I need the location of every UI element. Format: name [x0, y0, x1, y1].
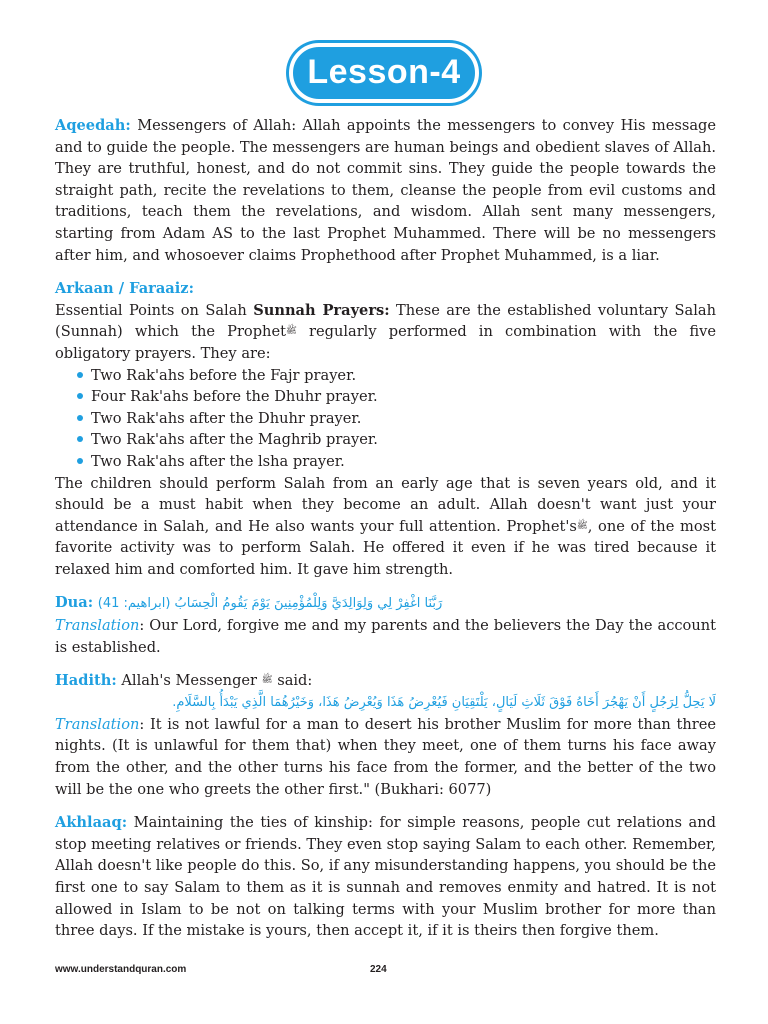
sunnah-label: Sunnah Prayers: — [253, 301, 390, 319]
page-number: 224 — [370, 964, 387, 975]
bullet-icon — [77, 436, 83, 442]
hadith-intro-line — [55, 670, 716, 692]
list-item: Two Rak'ahs after the Maghrib prayer. — [77, 429, 716, 451]
sunnah-text-2: regularly performed in combination with the five obligatory prayers. They are: — [55, 323, 717, 362]
bullet-icon — [77, 372, 83, 378]
sunnah-text-1: These are the established voluntary Salah (Sunnah) which the Prophet — [55, 301, 717, 341]
akhlaaq-text: Maintaining the ties of kinship: for simple reasons, people cut relations and stop meeting relatives or friends. They even stop saying Salam to each other. Remember, Allah doesn't like people do this. So, if any misunderstanding happens, you should be the first one to say Salam to them as it is sunnah and removes enmity and hatred. It is not allowed in Islam to be not on talking terms with your Muslim brother for more than three days. If the mistake is yours, then accept it, if it is theirs then forgive them. — [55, 814, 716, 940]
dua-translation-label: Translation — [55, 617, 140, 635]
lesson-badge-wrap — [0, 43, 768, 103]
salah-closing-2: , one of the most favorite activity was to perform Salah. He offered it even if he was tired because it relaxed him and comforted him. It gave him strength. — [55, 517, 716, 578]
akhlaaq-section — [55, 812, 716, 942]
list-item: Two Rak'ahs after the lsha prayer. — [77, 451, 716, 473]
dua-heading: Dua: — [55, 594, 94, 612]
page-footer — [55, 964, 716, 980]
akhlaaq-heading: Akhlaaq: — [55, 814, 128, 832]
arkaan-section — [55, 278, 716, 580]
aqeedah-text: Messengers of Allah: Allah appoints the messengers to convey His message and to guide the people. The messengers are human beings and obedient slaves of Allah. They are truthful, honest, and do not commit sins. They guide the people towards the straight path, recite the revelations to them, cleanse the people from evil customs and traditions, teach them the revelations, and wisdom. Allah sent many messengers, starting from Adam AS to the last Prophet Muhammed. There will be no messengers after him, and whosoever claims Prophethood after Prophet Muhammed, is a liar. — [55, 117, 716, 264]
list-item: Two Rak'ahs after the Dhuhr prayer. — [77, 408, 716, 430]
footer-url[interactable]: www.understandquran.com — [55, 964, 187, 975]
list-item: Two Rak'ahs before the Fajr prayer. — [77, 365, 716, 387]
list-item: Four Rak'ahs before the Dhuhr prayer. — [77, 386, 716, 408]
bullet-icon — [77, 458, 83, 464]
pbuh-icon: ﷺ — [285, 326, 297, 337]
bullet-icon — [77, 415, 83, 421]
arkaan-heading: Arkaan / Faraaiz: — [55, 280, 194, 298]
dua-translation: : Our Lord, forgive me and my parents and the believers the Day the account is established. — [55, 617, 716, 656]
hadith-intro-1: Allah's Messenger — [121, 672, 258, 690]
hadith-section — [55, 670, 716, 800]
aqeedah-section — [55, 115, 716, 266]
dua-section — [55, 592, 716, 658]
dua-line — [55, 592, 716, 615]
hadith-intro-2: said: — [277, 672, 313, 690]
hadith-arabic: لَا يَحِلُّ لِرَجُلٍ أَنْ يَهْجُرَ أَخَاهُ فَوْقَ ثَلَاثِ لَيَالٍ، يَلْتَقِيَانِ فَيُعْرِضُ هَذَا وَيُعْرِضُ هَذَا، وَخَيْرُهُمَا الَّذِي يَبْدَأُ بِالسَّلَامِ. — [172, 694, 716, 710]
aqeedah-heading: Aqeedah: — [55, 117, 131, 134]
sunnah-prayer-list — [55, 365, 716, 473]
lesson-content — [55, 115, 716, 954]
pbuh-icon: ﷺ — [261, 675, 273, 686]
hadith-translation: : It is not lawful for a man to desert his brother Muslim for more than three nights. (It is unlawful for them that) when they meet, one of them turns his face away from the other, and the other turns his face from the former, and the better of the two will be the one who greets the other first." (Bukhari: 6077) — [55, 715, 716, 798]
bullet-icon — [77, 393, 83, 399]
hadith-translation-label: Translation — [55, 715, 140, 733]
arkaan-intro: Essential Points on Salah — [55, 301, 247, 319]
dua-arabic: رَبَّنَا اغْفِرْ لِي وَلِوَالِدَيَّ وَلِلْمُؤْمِنِينَ يَوْمَ يَقُومُ الْحِسَابُ (ابراهيم: 41) — [97, 596, 443, 612]
lesson-title-badge: Lesson-4 — [289, 43, 478, 103]
hadith-heading: Hadith: — [55, 672, 117, 690]
salah-closing-1: The children should perform Salah from an early age that is seven years old, and it should be a must habit when they become an adult. Allah doesn't want just your attendance in Salah, and He also wants your full attention. Prophet's — [55, 474, 716, 535]
pbuh-icon: ﷺ — [576, 520, 588, 531]
